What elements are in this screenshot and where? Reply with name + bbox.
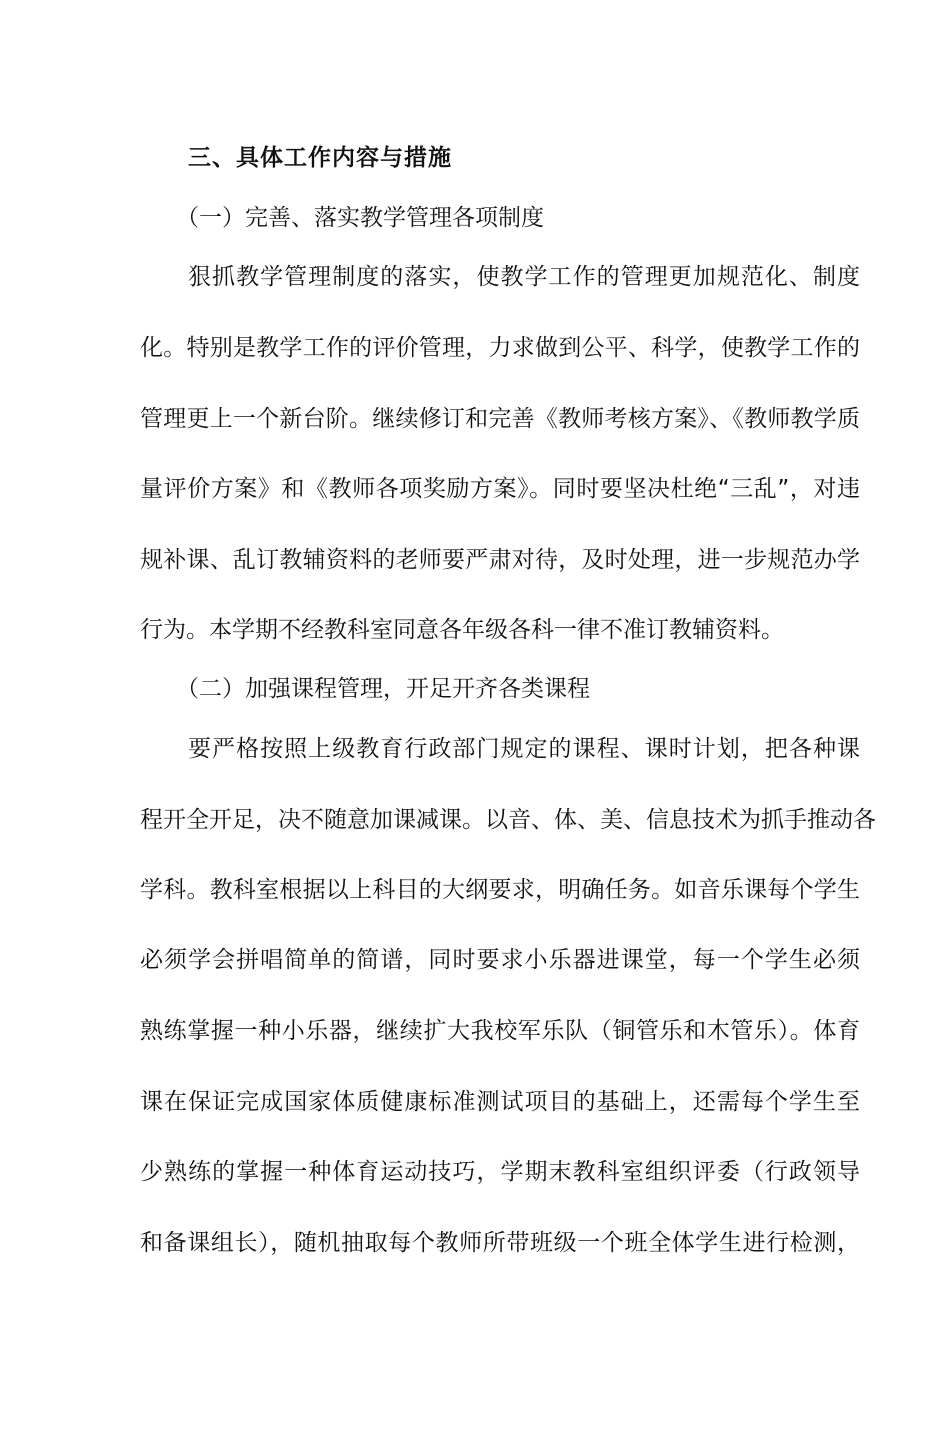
paragraph-1-line: 行为。本学期不经教科室同意各年级各科一律不准订教辅资料。 xyxy=(140,617,784,643)
paragraph-1-line: 规补课、乱订教辅资料的老师要严肃对待，及时处理，进一步规范办学 xyxy=(140,547,860,573)
paragraph-2-line: 熟练掌握一种小乐器，继续扩大我校军乐队（铜管乐和木管乐）。体育 xyxy=(140,1018,860,1044)
paragraph-2-line: 要严格按照上级教育行政部门规定的课程、课时计划，把各种课 xyxy=(188,736,860,762)
paragraph-2-line: 课在保证完成国家体质健康标准测试项目的基础上，还需每个学生至 xyxy=(140,1089,860,1115)
subsection-1-title: （一）完善、落实教学管理各项制度 xyxy=(176,205,544,231)
paragraph-1-line: 狠抓教学管理制度的落实，使教学工作的管理更加规范化、制度 xyxy=(188,264,860,290)
paragraph-2-line: 必须学会拼唱简单的简谱，同时要求小乐器进课堂，每一个学生必须 xyxy=(140,947,860,973)
paragraph-1-line: 化。特别是教学工作的评价管理，力求做到公平、科学，使教学工作的 xyxy=(140,335,860,361)
paragraph-2-line: 程开全开足，决不随意加课减课。以音、体、美、信息技术为抓手推动各 xyxy=(140,807,876,833)
paragraph-2-line: 学科。教科室根据以上科目的大纲要求，明确任务。如音乐课每个学生 xyxy=(140,877,860,903)
paragraph-2-line: 和备课组长），随机抽取每个教师所带班级一个班全体学生进行检测， xyxy=(140,1230,860,1256)
subsection-2-title: （二）加强课程管理，开足开齐各类课程 xyxy=(176,676,590,702)
paragraph-1-line: 量评价方案》和《教师各项奖励方案》。同时要坚决杜绝“三乱”，对违 xyxy=(140,476,860,502)
paragraph-2-line: 少熟练的掌握一种体育运动技巧，学期末教科室组织评委（行政领导 xyxy=(140,1159,860,1185)
section-title: 三、具体工作内容与措施 xyxy=(188,145,452,171)
paragraph-1-line: 管理更上一个新台阶。继续修订和完善《教师考核方案》、《教师教学质 xyxy=(140,406,860,432)
